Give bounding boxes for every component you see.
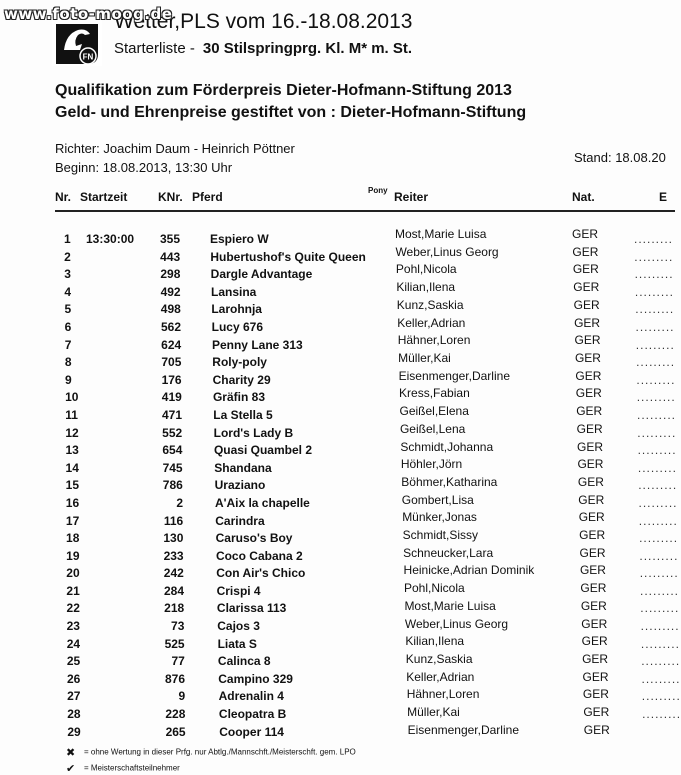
- row-rider: Schneucker,Lara: [403, 545, 494, 560]
- row-knr: 355: [159, 232, 180, 246]
- row-nat: GER: [575, 368, 602, 383]
- row-nat: GER: [581, 634, 608, 649]
- table-row: [0, 297, 675, 320]
- row-result-dots: .........: [638, 513, 678, 528]
- starter-line: [114, 40, 412, 57]
- event-title: Wetter,PLS vom 16.-18.08.2013: [114, 10, 413, 33]
- watermark: www.foto-moog.de: [4, 5, 173, 23]
- judges-text: Richter: Joachim Daum - Heinrich Pöttner: [55, 141, 295, 156]
- row-rider: Hähner,Loren: [397, 333, 471, 348]
- row-result-dots: .........: [637, 407, 677, 422]
- row-horse: Carindra: [215, 513, 265, 528]
- row-nr: 3: [64, 267, 71, 282]
- row-result-dots: .........: [636, 372, 676, 387]
- row-result-dots: .........: [637, 443, 677, 458]
- row-horse: Charity 29: [212, 372, 271, 387]
- row-nat: GER: [572, 227, 599, 241]
- row-nr: 1: [64, 232, 71, 246]
- row-horse: Liata S: [217, 636, 257, 651]
- row-rider: Müller,Kai: [407, 705, 460, 720]
- row-horse: Crispi 4: [216, 583, 261, 598]
- starter-label: Starterliste -: [114, 40, 195, 57]
- table-row: [0, 457, 677, 479]
- table-row: [0, 545, 679, 567]
- row-horse: La Stella 5: [213, 407, 273, 422]
- table-row: [0, 581, 680, 602]
- row-nat: GER: [582, 652, 609, 667]
- row-rider: Most,Marie Luisa: [395, 227, 487, 241]
- row-knr: 73: [171, 619, 185, 634]
- legend-item: [66, 746, 356, 759]
- row-rider: Hähner,Loren: [406, 687, 480, 702]
- table-row: [0, 474, 678, 496]
- legend-item: [66, 762, 180, 775]
- row-knr: 745: [162, 460, 183, 475]
- table-row: [0, 262, 674, 285]
- row-nr: 25: [66, 654, 81, 669]
- row-nr: 16: [65, 495, 80, 510]
- row-knr: 624: [161, 337, 182, 352]
- row-knr: 552: [162, 425, 183, 440]
- qualification-line-2: Geld- und Ehrenpreise gestiftet von : Dieter-Hofmann-Stiftung: [55, 104, 527, 121]
- table-row: [0, 652, 681, 672]
- row-nr: 28: [67, 707, 81, 722]
- row-horse: Larohnja: [211, 302, 262, 317]
- legend-text: = ohne Wertung in dieser Prfg. nur Abtlg./Mannschft./Meisterschft. gem. LPO: [84, 747, 356, 757]
- row-result-dots: .........: [640, 619, 680, 634]
- row-rider: Kunz,Saskia: [396, 297, 464, 312]
- row-nat: GER: [581, 616, 608, 631]
- row-nr: 11: [65, 407, 78, 422]
- row-rider: Most,Marie Luisa: [404, 598, 496, 613]
- row-knr: 786: [162, 478, 183, 493]
- row-knr: 443: [160, 249, 181, 264]
- row-horse: Uraziano: [214, 478, 266, 493]
- row-nr: 5: [64, 302, 72, 317]
- table-row: [0, 421, 677, 444]
- table-row: [0, 669, 681, 690]
- row-nr: 14: [65, 460, 79, 475]
- row-result-dots: .........: [642, 707, 681, 722]
- row-rider: Pohl,Nicola: [404, 581, 465, 596]
- row-knr: 265: [165, 724, 186, 739]
- row-nat: GER: [579, 563, 606, 578]
- row-nat: GER: [580, 598, 607, 613]
- start-text: Beginn: 18.08.2013, 13:30 Uhr: [55, 160, 233, 175]
- row-rider: Eisenmenger,Darline: [398, 368, 510, 383]
- row-rider: Gombert,Lisa: [401, 492, 474, 507]
- row-result-dots: .........: [641, 671, 681, 686]
- row-knr: 492: [160, 284, 181, 299]
- row-knr: 419: [161, 390, 182, 405]
- row-rider: Kunz,Saskia: [405, 652, 473, 667]
- row-nr: 15: [65, 478, 80, 493]
- row-horse: A'Aix la chapelle: [214, 495, 310, 510]
- table-row: [0, 705, 681, 725]
- table-row: [0, 687, 681, 707]
- row-result-dots: .........: [640, 636, 680, 651]
- table-row: [0, 227, 674, 250]
- row-nat: GER: [578, 510, 605, 525]
- row-horse: Shandana: [214, 460, 272, 475]
- row-rider: Pohl,Nicola: [395, 262, 457, 277]
- table-row: [0, 368, 676, 391]
- row-result-dots: .........: [637, 460, 677, 475]
- row-rider: Kilian,Ilena: [396, 280, 456, 295]
- row-horse: Cooper 114: [219, 724, 284, 739]
- row-rider: Schmidt,Sissy: [402, 528, 478, 543]
- row-nat: GER: [577, 439, 604, 454]
- row-result-dots: .........: [639, 566, 679, 581]
- row-nat: GER: [572, 262, 599, 277]
- row-nat: GER: [582, 669, 609, 684]
- row-nr: 19: [66, 548, 80, 563]
- row-horse: Caruso's Boy: [215, 531, 293, 546]
- table-row: [0, 439, 677, 461]
- row-nat: GER: [579, 545, 606, 560]
- row-knr: 705: [161, 355, 182, 370]
- legend-text: = Meisterschaftsteilnehmer: [84, 763, 180, 773]
- row-nr: 13: [65, 443, 79, 458]
- row-horse: Lansina: [210, 284, 257, 299]
- row-nat: GER: [573, 280, 600, 295]
- row-result-dots: .........: [634, 232, 674, 246]
- col-pony-header: Pony: [368, 186, 388, 195]
- row-nr: 6: [64, 319, 72, 334]
- table-row: [0, 722, 669, 743]
- table-row: [0, 315, 675, 338]
- table-row: [0, 634, 680, 655]
- table-row: [0, 563, 679, 584]
- row-rider: Weber,Linus Georg: [404, 616, 509, 631]
- table-row: [0, 386, 676, 408]
- row-knr: 228: [165, 707, 186, 722]
- row-rider: Keller,Adrian: [397, 315, 466, 330]
- row-horse: Clarissa 113: [216, 601, 287, 616]
- row-nat: GER: [576, 421, 603, 436]
- row-knr: 77: [171, 654, 185, 669]
- row-rider: Kress,Fabian: [399, 386, 470, 401]
- row-result-dots: .........: [638, 478, 678, 493]
- row-nat: GER: [573, 297, 600, 312]
- row-nat: GER: [582, 687, 609, 702]
- row-result-dots: .........: [634, 267, 674, 282]
- header-divider: [55, 210, 675, 212]
- row-rider: Eisenmenger,Darline: [407, 722, 519, 737]
- row-horse: Roly-poly: [212, 355, 267, 370]
- row-nr: 20: [66, 566, 80, 581]
- row-knr: 116: [163, 513, 184, 528]
- stand-date: Stand: 18.08.20: [574, 150, 666, 165]
- row-knr: 242: [163, 566, 184, 581]
- row-result-dots: .........: [636, 390, 676, 405]
- row-nat: GER: [583, 705, 610, 720]
- row-rider: Weber,Linus Georg: [395, 244, 499, 259]
- row-nr: 18: [66, 531, 80, 546]
- row-horse: Campino 329: [218, 671, 293, 686]
- table-row: [0, 280, 674, 303]
- row-horse: Lucy 676: [211, 319, 264, 334]
- row-horse: Lord's Lady B: [213, 425, 294, 440]
- checkmark-icon: ✔: [66, 763, 76, 775]
- table-row: [0, 333, 675, 356]
- row-nat: GER: [578, 492, 605, 507]
- row-nr: 2: [64, 249, 71, 264]
- row-result-dots: .........: [639, 548, 679, 563]
- row-knr: 876: [164, 671, 185, 686]
- logo-text: FN: [82, 52, 94, 62]
- row-nat: GER: [577, 457, 604, 472]
- row-result-dots: .........: [635, 302, 675, 317]
- table-row: [0, 404, 677, 426]
- row-result-dots: .........: [634, 249, 674, 264]
- row-horse: Cleopatra B: [218, 707, 287, 722]
- table-row: [0, 350, 676, 373]
- table-row: [0, 244, 674, 268]
- row-knr: 498: [160, 302, 181, 317]
- row-result-dots: .........: [637, 425, 677, 440]
- row-nat: GER: [574, 315, 601, 330]
- row-result-dots: .........: [640, 583, 680, 598]
- row-result-dots: .........: [641, 654, 681, 669]
- judges-block: [55, 139, 295, 177]
- row-nat: GER: [574, 333, 601, 348]
- row-nat: GER: [572, 244, 599, 259]
- row-nr: 26: [67, 671, 81, 686]
- row-nat: GER: [579, 528, 606, 543]
- qualification-line-1: Qualifikation zum Förderpreis Dieter-Hofmann-Stiftung 2013: [55, 82, 512, 99]
- row-rider: Höhler,Jörn: [400, 457, 463, 472]
- row-knr: 218: [164, 601, 185, 616]
- competition-title: 30 Stilspringprg. Kl. M* m. St.: [202, 40, 413, 57]
- row-knr: 2: [176, 495, 183, 510]
- row-horse: Cajos 3: [217, 619, 260, 634]
- row-rider: Münker,Jonas: [402, 510, 477, 525]
- row-rider: Geißel,Elena: [399, 404, 469, 419]
- row-nr: 9: [64, 372, 72, 387]
- row-result-dots: .........: [635, 319, 675, 334]
- table-row: [0, 492, 678, 514]
- row-rider: Geißel,Lena: [399, 421, 466, 436]
- row-knr: 9: [178, 689, 186, 704]
- row-nr: 24: [66, 636, 81, 651]
- row-horse: Adrenalin 4: [218, 689, 284, 704]
- row-start-time: 13:30:00: [86, 232, 135, 246]
- row-nr: 23: [66, 619, 80, 634]
- row-nr: 8: [64, 355, 72, 370]
- table-row: [0, 616, 680, 637]
- row-nat: GER: [580, 581, 607, 596]
- col-e-header: E: [659, 190, 668, 204]
- col-nr-header: Nr.: [55, 190, 72, 204]
- starter-list: [0, 227, 681, 742]
- row-knr: 130: [163, 531, 184, 546]
- col-pferd-header: Pferd: [192, 190, 223, 204]
- row-result-dots: .........: [639, 531, 679, 546]
- row-knr: 284: [163, 583, 184, 598]
- row-knr: 525: [164, 636, 185, 651]
- row-rider: Müller,Kai: [398, 350, 451, 365]
- col-nat-header: Nat.: [572, 190, 595, 204]
- row-nr: 7: [64, 337, 72, 352]
- row-nat: GER: [576, 404, 603, 419]
- row-result-dots: .........: [636, 355, 676, 370]
- row-rider: Keller,Adrian: [406, 669, 475, 684]
- row-nr: 22: [66, 601, 80, 616]
- row-nr: 10: [65, 390, 79, 405]
- col-startzeit-header: Startzeit: [80, 190, 128, 204]
- row-knr: 562: [160, 319, 181, 334]
- row-rider: Kilian,Ilena: [405, 634, 465, 649]
- row-knr: 471: [161, 407, 182, 422]
- row-horse: Con Air's Chico: [216, 566, 306, 581]
- row-horse: Dargle Advantage: [210, 267, 313, 282]
- row-horse: Hubertushof's Quite Queen: [210, 249, 366, 264]
- row-horse: Quasi Quambel 2: [213, 443, 312, 458]
- row-nr: 29: [67, 724, 81, 739]
- row-nr: 12: [65, 425, 79, 440]
- row-rider: Schmidt,Johanna: [400, 439, 494, 454]
- row-nat: GER: [577, 474, 604, 489]
- row-result-dots: .........: [638, 495, 678, 510]
- row-nr: 21: [66, 583, 80, 598]
- row-rider: Heinicke,Adrian Dominik: [403, 563, 535, 578]
- row-horse: Calinca 8: [217, 654, 271, 669]
- row-horse: Espiero W: [210, 232, 269, 246]
- row-nat: GER: [574, 350, 601, 365]
- row-result-dots: .........: [641, 689, 681, 704]
- row-horse: Coco Cabana 2: [215, 548, 303, 563]
- row-rider: Böhmer,Katharina: [401, 474, 498, 489]
- row-knr: 233: [163, 548, 184, 563]
- col-knr-header: KNr.: [158, 190, 183, 204]
- row-knr: 298: [160, 267, 181, 282]
- table-row: [0, 510, 678, 532]
- qualification-block: [55, 80, 526, 124]
- col-reiter-header: Reiter: [394, 190, 429, 204]
- row-nat: GER: [583, 722, 610, 737]
- row-nr: 4: [64, 284, 72, 299]
- row-result-dots: .........: [635, 337, 675, 352]
- cross-icon: ✖: [66, 747, 76, 759]
- row-horse: Gräfin 83: [212, 390, 265, 405]
- row-knr: 176: [161, 372, 182, 387]
- row-nr: 17: [65, 513, 80, 528]
- table-row: [0, 598, 680, 619]
- fn-logo-icon: [52, 20, 102, 66]
- row-horse: Penny Lane 313: [211, 337, 303, 352]
- table-row: [0, 528, 679, 549]
- row-result-dots: .........: [634, 284, 674, 299]
- row-result-dots: .........: [640, 601, 680, 616]
- row-nr: 27: [67, 689, 81, 704]
- row-knr: 654: [162, 443, 183, 458]
- row-nat: GER: [575, 386, 602, 401]
